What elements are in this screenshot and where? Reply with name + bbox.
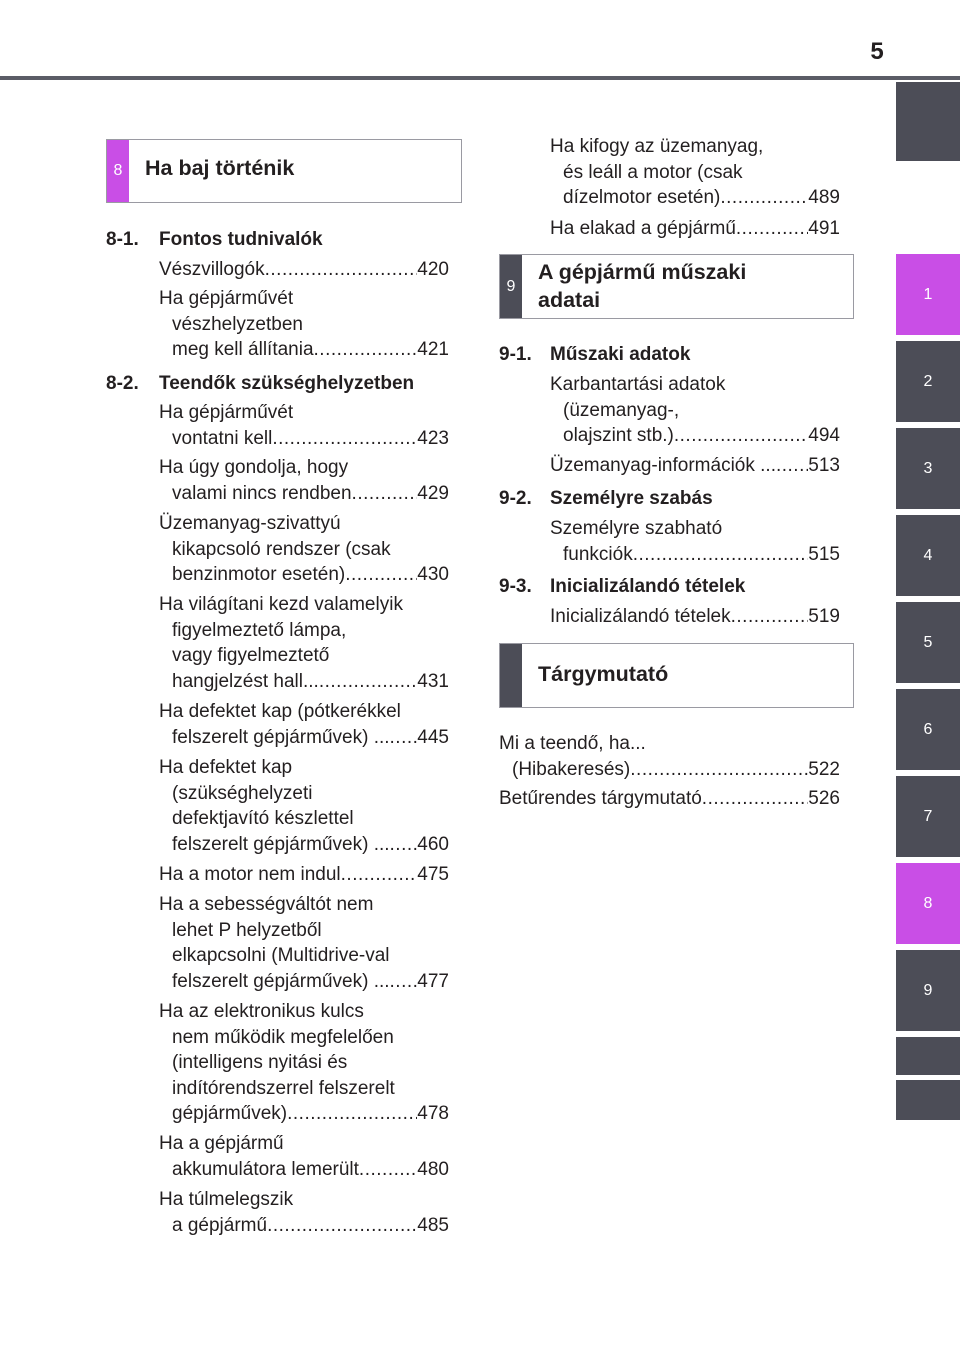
toc-page-number: 421 [417, 339, 449, 360]
index-title: Tárgymutató [538, 662, 669, 686]
toc-page-number: 445 [417, 726, 449, 748]
toc-page-number: 494 [808, 425, 840, 446]
toc-entry-text: Ha a gépjármű [159, 1133, 284, 1154]
chapter-tab-6[interactable]: 6 [896, 689, 960, 770]
toc-entry[interactable] [550, 604, 840, 630]
toc-entry-text: Üzemanyag-információk ... [550, 455, 776, 476]
dot-leader [390, 725, 418, 751]
section-9-title-line-1: A gépjármű műszaki [538, 260, 747, 284]
index-header [499, 643, 854, 708]
toc-entry-text: vontatni kell [172, 427, 273, 449]
dot-leader [359, 1157, 417, 1183]
dot-leader [720, 185, 808, 211]
toc-page-number: 515 [808, 543, 840, 565]
toc-entry-text: Ha kifogy az üzemanyag, [550, 136, 764, 157]
toc-page-number: 519 [808, 606, 840, 627]
toc-entry-text: Vészvillogók [159, 259, 265, 280]
section-9-header [499, 254, 854, 319]
section-8-header [106, 139, 462, 203]
toc-entry[interactable] [159, 892, 449, 994]
toc-entry[interactable] [159, 257, 449, 283]
toc-entry[interactable] [499, 786, 840, 812]
toc-page-number: 475 [417, 864, 449, 885]
toc-entry-text: (Hibakeresés) [512, 758, 631, 780]
toc-entry-text: és leáll a motor (csak [563, 161, 743, 183]
toc-entry[interactable] [159, 755, 449, 857]
toc-entry-text: nem működik megfelelően [172, 1026, 394, 1048]
chapter-tab-4[interactable]: 4 [896, 515, 960, 596]
toc-entry-text: (szükséghelyzeti [172, 782, 313, 804]
toc-entry[interactable] [159, 1187, 449, 1238]
toc-page-number: 431 [417, 670, 449, 692]
toc-entry[interactable] [159, 286, 449, 363]
toc-entry[interactable] [550, 216, 840, 242]
subsection-9-1-number: 9-1. [499, 344, 532, 365]
toc-entry-text: (intelligens nyitási és [172, 1052, 348, 1073]
toc-entry[interactable] [550, 453, 840, 479]
toc-page-number: 522 [808, 758, 840, 780]
section-8-number: 8 [107, 140, 129, 202]
toc-page-number: 480 [417, 1158, 449, 1180]
section-9-title-line-2: adatai [538, 288, 601, 312]
chapter-tab-7[interactable]: 7 [896, 776, 960, 857]
toc-entry-text: felszerelt gépjárművek) ... [172, 970, 390, 992]
chapter-tab-1[interactable]: 1 [896, 254, 960, 335]
toc-entry-text: benzinmotor esetén) [172, 564, 346, 585]
subsection-9-2-title: Személyre szabás [550, 488, 713, 509]
toc-page-number: 430 [417, 564, 449, 585]
chapter-tab-blank-11[interactable] [896, 1080, 960, 1120]
toc-entry-text: figyelmeztető lámpa, [172, 619, 347, 641]
toc-entry-text: Karbantartási adatok [550, 374, 726, 395]
toc-page-number: 423 [417, 427, 449, 449]
toc-entry-text: Ha a sebességváltót nem [159, 894, 374, 915]
toc-entry-text: Ha elakad a gépjármű [550, 218, 736, 239]
toc-entry-text: defektjavító készlettel [172, 808, 354, 829]
dot-leader [776, 453, 808, 479]
toc-page-number: 489 [808, 187, 840, 208]
toc-entry-text: indítórendszerrel felszerelt [172, 1077, 395, 1099]
toc-entry-text: Ha világítani kezd valamelyik [159, 594, 403, 615]
toc-entry-text: hangjelzést hall... [172, 670, 319, 692]
toc-entry-text: valami nincs rendben [172, 482, 352, 504]
toc-entry-text: dízelmotor esetén) [563, 187, 721, 208]
toc-page-number: 485 [417, 1214, 449, 1236]
dot-leader [341, 862, 418, 888]
toc-entry-text: Inicializálandó tételek [550, 606, 731, 627]
chapter-tab-2[interactable]: 2 [896, 341, 960, 422]
toc-entry-text: Ha a motor nem indul [159, 864, 341, 885]
toc-entry[interactable] [550, 372, 840, 449]
toc-entry-text: akkumulátora lemerült [172, 1158, 359, 1180]
toc-entry-text: Ha úgy gondolja, hogy [159, 457, 349, 478]
dot-leader [630, 757, 808, 783]
toc-entry-text: Ha defektet kap [159, 757, 293, 778]
toc-entry-text: Betűrendes tárgymutató [499, 788, 702, 809]
subsection-8-2-title: Teendők szükséghelyzetben [159, 373, 415, 394]
toc-entry[interactable] [159, 592, 449, 694]
subsection-8-2-number: 8-2. [106, 373, 139, 394]
subsection-9-3-number: 9-3. [499, 576, 532, 597]
chapter-tab-blank-10[interactable] [896, 1037, 960, 1075]
toc-page-number: 526 [808, 788, 840, 809]
page-number: 5 [870, 38, 884, 65]
subsection-9-2-number: 9-2. [499, 488, 532, 509]
toc-entry-text: lehet P helyzetből [172, 919, 322, 941]
toc-page-number: 491 [808, 218, 840, 239]
dot-leader [731, 604, 809, 630]
toc-entry-text: a gépjármű [172, 1214, 268, 1236]
toc-page-number: 429 [417, 482, 449, 504]
dot-leader [345, 562, 417, 588]
section-8-title: Ha baj történik [145, 156, 295, 180]
chapter-tab-3[interactable]: 3 [896, 428, 960, 509]
toc-entry[interactable] [499, 731, 840, 782]
dot-leader [287, 1101, 417, 1127]
dot-leader [352, 481, 418, 507]
top-rule [0, 76, 960, 80]
toc-entry-text: felszerelt gépjárművek) ... [172, 833, 390, 855]
toc-entry-text: olajszint stb.) [563, 425, 674, 446]
toc-entry-text: Ha az elektronikus kulcs [159, 1001, 364, 1022]
toc-entry-text: Üzemanyag-szivattyú [159, 513, 341, 534]
toc-entry[interactable] [159, 455, 449, 506]
chapter-tab-blank-0[interactable] [896, 82, 960, 161]
toc-page-number: 420 [417, 259, 449, 280]
toc-entry[interactable] [159, 862, 449, 888]
toc-entry-text: kikapcsoló rendszer (csak [172, 538, 391, 560]
toc-entry[interactable] [550, 134, 840, 211]
toc-entry-text: Személyre szabható [550, 518, 723, 539]
toc-page-number: 478 [417, 1103, 449, 1124]
dot-leader [265, 257, 418, 283]
toc-entry[interactable] [159, 1131, 449, 1182]
chapter-tab-8[interactable]: 8 [896, 863, 960, 944]
subsection-9-3-title: Inicializálandó tételek [550, 576, 746, 597]
toc-entry-text: Ha defektet kap (pótkerékkel [159, 701, 401, 722]
toc-entry-text: Ha túlmelegszik [159, 1189, 294, 1210]
toc-page-number: 460 [417, 833, 449, 855]
toc-entry-text: vészhelyzetben [172, 313, 303, 335]
toc-entry-text: funkciók [563, 543, 633, 565]
toc-page-number: 477 [417, 970, 449, 992]
subsection-8-1-title: Fontos tudnivalók [159, 229, 323, 250]
toc-entry[interactable] [159, 699, 449, 750]
dot-leader [674, 423, 808, 449]
dot-leader [633, 542, 809, 568]
dot-leader [314, 337, 418, 363]
subsection-9-1-title: Műszaki adatok [550, 344, 691, 365]
subsection-8-1-number: 8-1. [106, 229, 139, 250]
toc-entry-text: (üzemanyag-, [563, 399, 680, 421]
dot-leader [390, 969, 418, 995]
dot-leader [272, 426, 417, 452]
toc-entry-text: Ha gépjárművét [159, 288, 294, 309]
toc-entry-text: meg kell állítania [172, 339, 314, 360]
toc-entry-text: Mi a teendő, ha... [499, 733, 646, 754]
toc-entry[interactable] [159, 511, 449, 588]
toc-entry-text: Ha gépjárművét [159, 402, 294, 423]
index-header-marker [500, 644, 522, 707]
toc-page-number: 513 [808, 455, 840, 476]
dot-leader [390, 832, 418, 858]
toc-entry-text: elkapcsolni (Multidrive-val [172, 945, 390, 966]
dot-leader [267, 1213, 417, 1239]
toc-entry[interactable] [550, 516, 840, 567]
toc-entry[interactable] [159, 999, 449, 1127]
dot-leader [319, 669, 417, 695]
chapter-tab-5[interactable]: 5 [896, 602, 960, 683]
toc-entry-text: vagy figyelmeztető [172, 645, 330, 666]
section-9-number: 9 [500, 255, 522, 318]
chapter-tab-9[interactable]: 9 [896, 950, 960, 1031]
dot-leader [736, 216, 808, 242]
toc-entry-text: gépjárművek) [172, 1103, 288, 1124]
dot-leader [702, 786, 809, 812]
toc-entry-text: felszerelt gépjárművek) ... [172, 726, 390, 748]
toc-entry[interactable] [159, 400, 449, 451]
